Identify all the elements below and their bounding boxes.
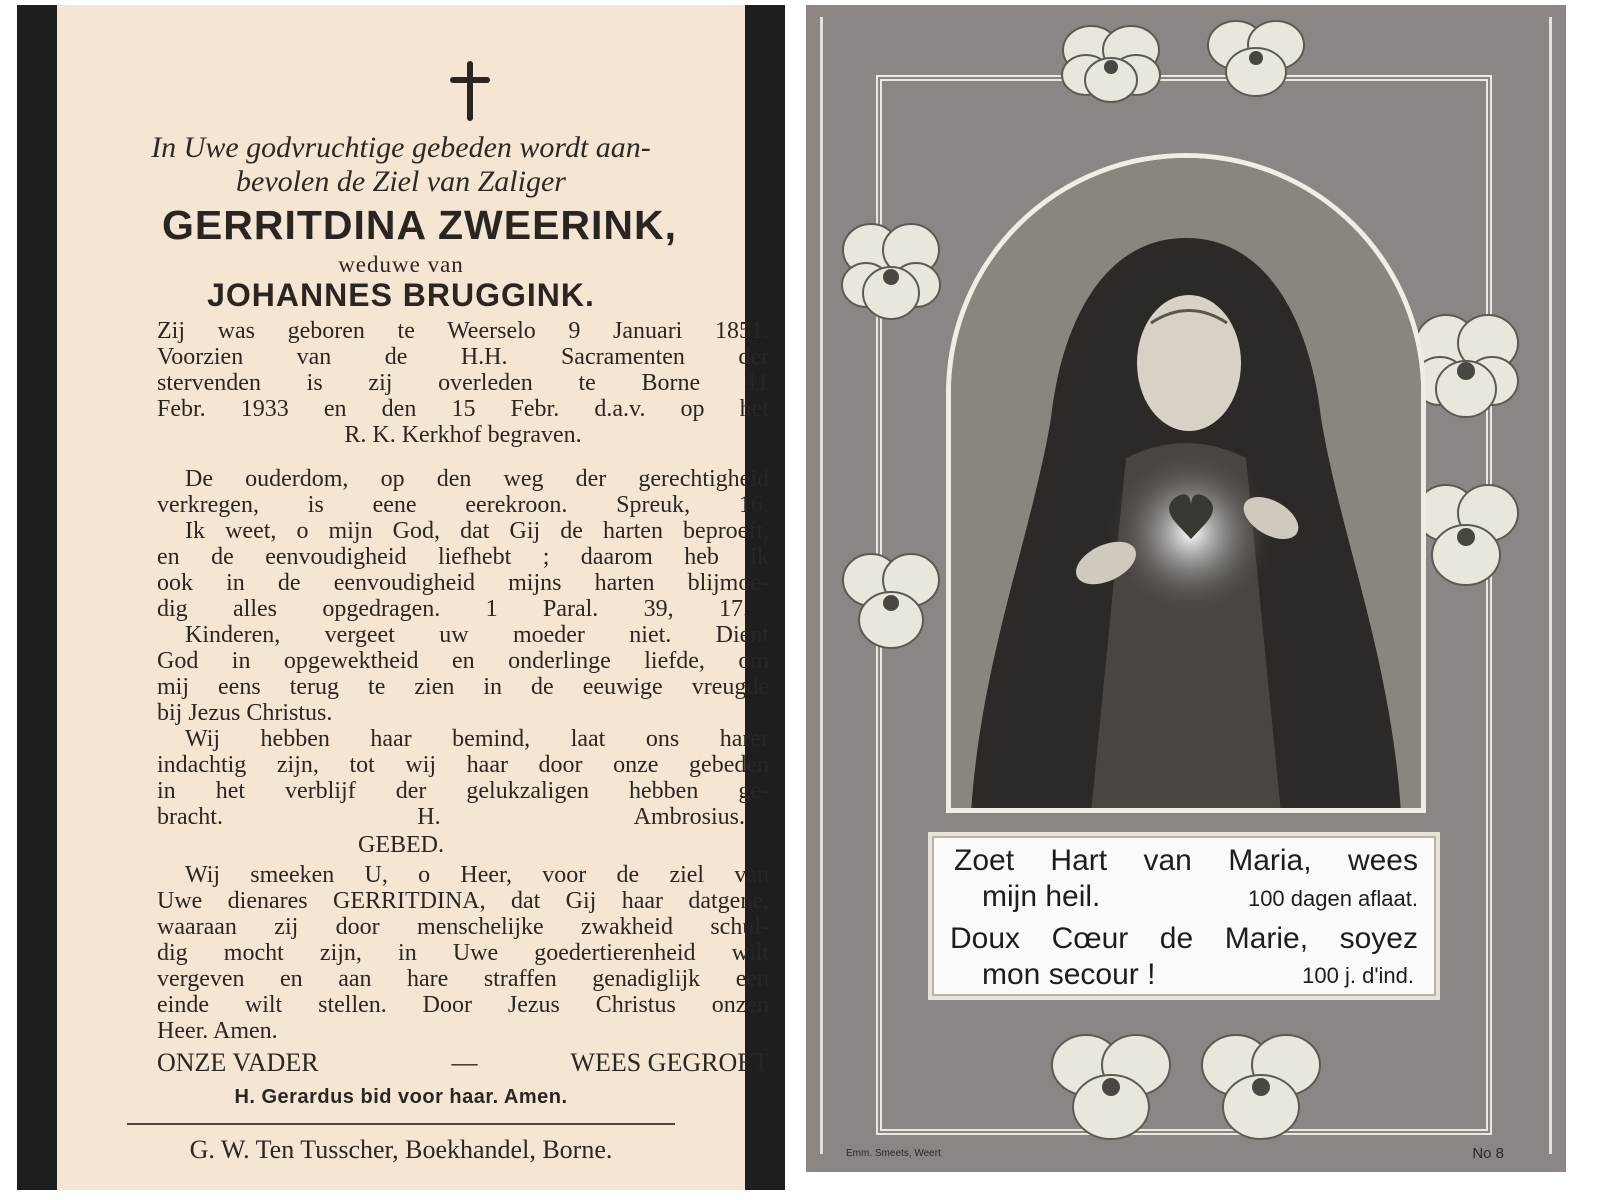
caption-word: Doux bbox=[950, 922, 1021, 955]
bio-line: Voorzien van de H.H. Sacramenten der bbox=[157, 344, 769, 370]
verse-line: mij eens terug te zien in de eeuwige vreugde bbox=[157, 674, 769, 700]
indulgence-dutch: 100 dagen aflaat. bbox=[1247, 886, 1418, 911]
caption-word: Maria, bbox=[1228, 844, 1312, 877]
invocation: H. Gerardus bid voor haar. Amen. bbox=[234, 1086, 568, 1108]
caption-word: Zoet bbox=[954, 844, 1015, 877]
verse-line: dig alles opgedragen. 1 Paral. 39, 17. bbox=[157, 596, 749, 622]
virgin-mary-illustration bbox=[951, 158, 1421, 813]
intro-text bbox=[57, 131, 745, 199]
verse-line: De ouderdom, op den weg der gerechtigheid bbox=[185, 466, 769, 492]
pansy-flower-icon bbox=[836, 545, 946, 655]
verse-line: Wij hebben haar bemind, laat ons harer bbox=[185, 726, 769, 752]
prayer-line: dig mocht zijn, in Uwe goedertierenheid wilt bbox=[157, 940, 769, 966]
widow-of-label: weduwe van bbox=[338, 252, 464, 277]
prayer-line: waaraan zij door menschelijke zwakheid schul- bbox=[157, 914, 769, 940]
closing-our-father: ONZE VADER bbox=[157, 1048, 319, 1077]
caption-word: van bbox=[1143, 844, 1192, 877]
divider bbox=[127, 1123, 675, 1125]
verse-line: ook in de eenvoudigheid mijns harten blijmoe- bbox=[157, 570, 769, 596]
verse-line: verkregen, is eene eerekroon. Spreuk, 16. bbox=[157, 492, 769, 518]
bio-line: Zij was geboren te Weerselo 9 Januari 1851. bbox=[157, 318, 769, 344]
memorial-card-text bbox=[17, 5, 785, 1190]
prayer-line: Wij smeeken U, o Heer, voor de ziel van bbox=[185, 862, 769, 888]
caption-word: Marie, bbox=[1224, 922, 1309, 955]
verse-line: bracht. H. Ambrosius. bbox=[157, 804, 745, 830]
bio-line: R. K. Kerkhof begraven. bbox=[344, 422, 582, 448]
verse-line: in het verblijf der gelukzaligen hebben ge- bbox=[157, 778, 769, 804]
verse-line: bij Jezus Christus. bbox=[157, 700, 333, 726]
verse-line: Ik weet, o mijn God, dat Gij de harten beproeft, bbox=[185, 518, 769, 544]
prayer-line: einde wilt stellen. Door Jezus Christus onzen bbox=[157, 992, 769, 1018]
caption-line-french-1 bbox=[950, 922, 1418, 956]
verse-line: indachtig zijn, tot wij haar door onze gebeden bbox=[157, 752, 769, 778]
caption-word: de bbox=[1159, 922, 1194, 955]
memorial-card-image bbox=[806, 5, 1566, 1172]
printer-imprint: G. W. Ten Tusscher, Boekhandel, Borne. bbox=[189, 1135, 613, 1164]
pansy-flower-icon bbox=[1201, 10, 1311, 100]
prayer-line: Heer. Amen. bbox=[157, 1018, 278, 1044]
publisher-imprint: Emm. Smeets, Weert bbox=[846, 1148, 941, 1159]
verse-line: Kinderen, vergeet uw moeder niet. Dient bbox=[185, 622, 769, 648]
caption-word: Cœur bbox=[1051, 922, 1129, 955]
scripture-verses bbox=[157, 466, 769, 830]
card-number: No 8 bbox=[1472, 1145, 1504, 1162]
caption-line-dutch-1 bbox=[954, 844, 1418, 878]
verse-line: en de eenvoudigheid liefhebt ; daarom heb ik bbox=[157, 544, 769, 570]
closing-hail-mary: WEES GEGROET bbox=[570, 1048, 769, 1077]
deceased-name: GERRITDINA ZWEERINK, bbox=[162, 202, 678, 248]
closing-dash: — bbox=[451, 1048, 478, 1077]
prayer-line: vergeven en aan hare straffen genadiglijk een bbox=[157, 966, 769, 992]
indulgence-french: 100 j. d'ind. bbox=[1302, 963, 1414, 988]
intro-line: bevolen de Ziel van Zaliger bbox=[236, 165, 566, 198]
cross-icon bbox=[440, 61, 500, 121]
intro-line: In Uwe godvruchtige gebeden wordt aan- bbox=[151, 131, 651, 164]
verse-line: God in opgewektheid en onderlinge liefde, om bbox=[157, 648, 769, 674]
pansy-flower-icon bbox=[836, 215, 946, 325]
caption-word: soyez bbox=[1339, 922, 1418, 955]
biography bbox=[157, 318, 769, 448]
caption-line-french-2: mon secour ! bbox=[982, 958, 1156, 991]
caption-line-dutch-2: mijn heil. bbox=[982, 880, 1101, 913]
bio-line: stervenden is zij overleden te Borne 11 bbox=[157, 370, 769, 396]
prayer-text bbox=[157, 862, 769, 1044]
caption-word: wees bbox=[1347, 844, 1418, 877]
pansy-flower-icon bbox=[1056, 15, 1166, 105]
virgin-mary-portrait bbox=[946, 153, 1426, 813]
husband-name: JOHANNES BRUGGINK. bbox=[207, 277, 595, 313]
caption-word: Hart bbox=[1050, 844, 1108, 877]
card-paper bbox=[57, 5, 769, 1190]
prayer-line: Uwe dienares GERRITDINA, dat Gij haar datgene, bbox=[157, 888, 769, 914]
prayer-caption-box bbox=[928, 832, 1440, 1000]
closing-prayers bbox=[157, 1048, 769, 1078]
prayer-title: GEBED. bbox=[358, 832, 444, 858]
pansy-flower-icon bbox=[1036, 1015, 1336, 1145]
bio-line: Febr. 1933 en den 15 Febr. d.a.v. op het bbox=[157, 396, 769, 422]
